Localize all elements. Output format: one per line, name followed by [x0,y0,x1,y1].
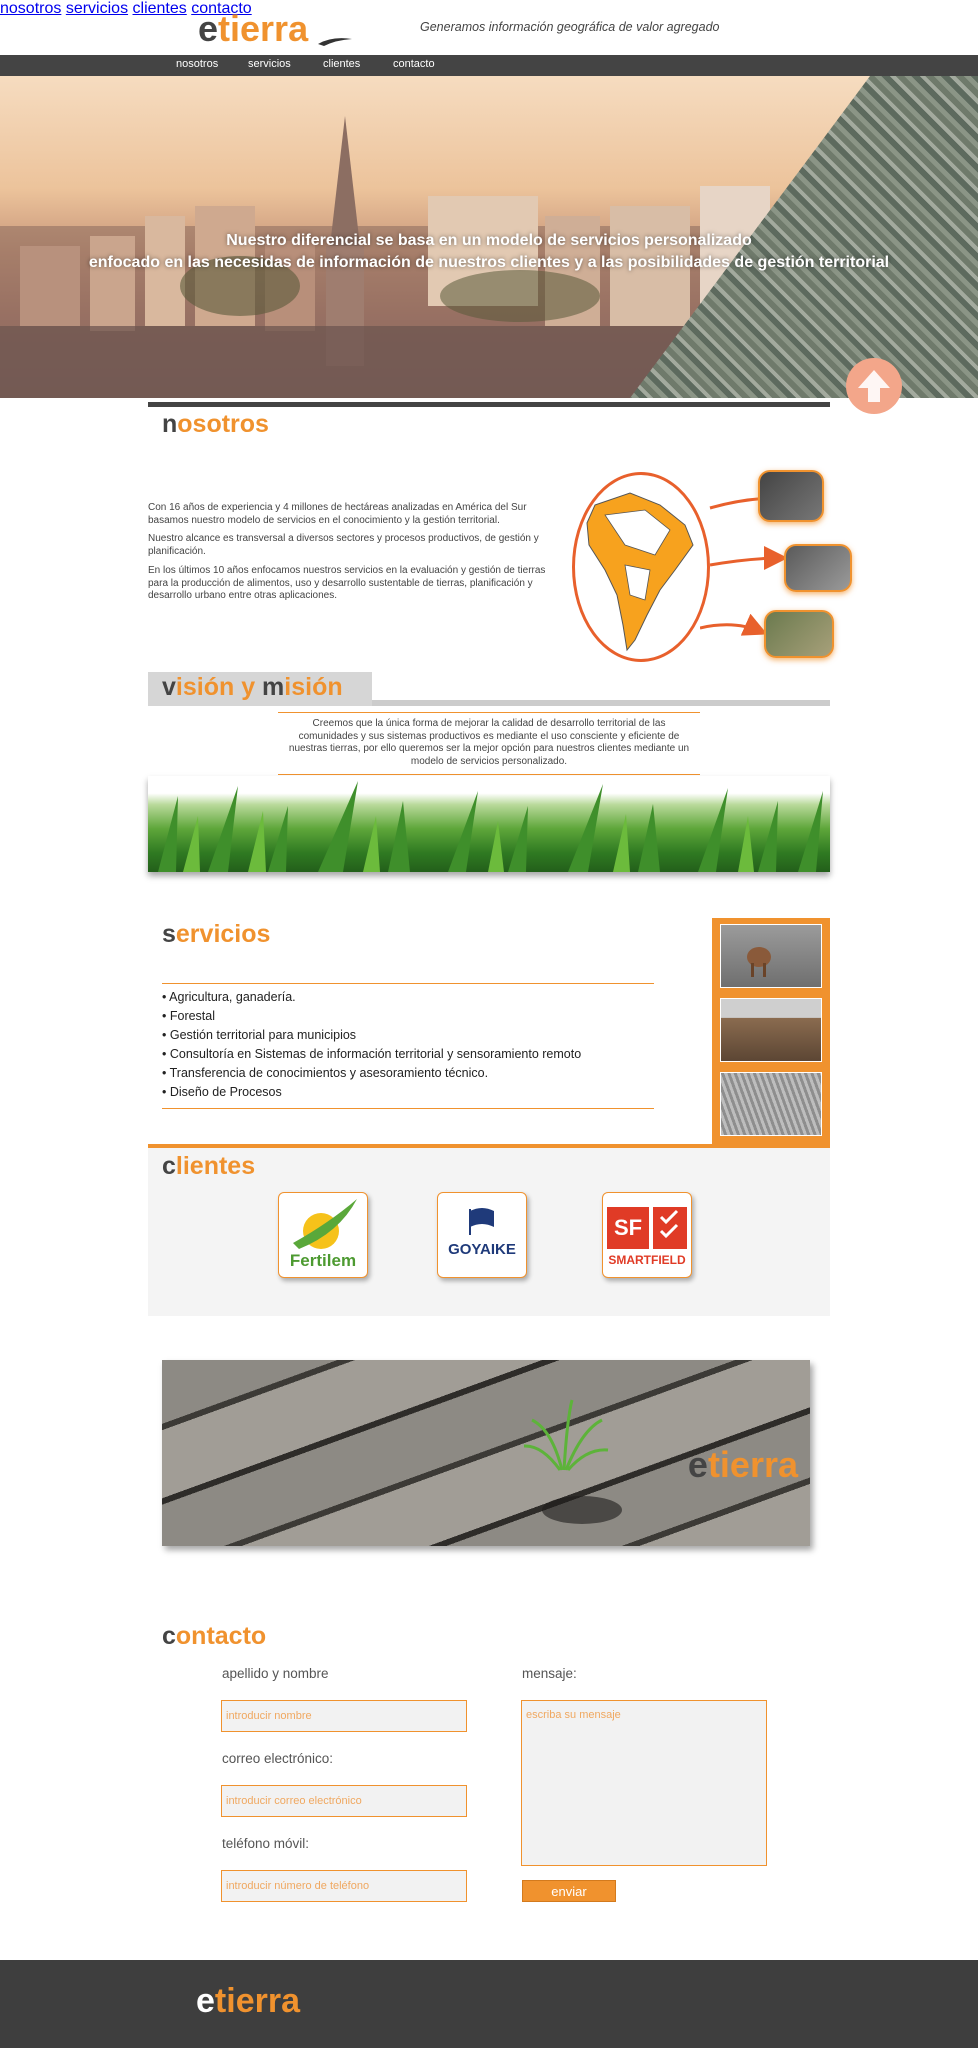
footer-nav-contacto[interactable]: contacto [191,0,252,17]
logo-swoosh-icon [318,36,352,46]
grass-blades [148,776,830,872]
client-logo-smartfield[interactable] [602,1192,692,1278]
name-label: apellido y nombre [222,1666,329,1681]
footer-logo[interactable]: etierra [196,1982,300,2020]
map-photo-3 [764,610,834,658]
servicios-title: servicios [162,920,271,948]
nosotros-paragraph-3: En los últimos 10 años enfocamos nuestros servicios en la evaluación y gestión de tierras para la producción de alimentos, uso y desarrollo sustentable de tierras, planificación y desarrollo urbano entre otras aplicaciones. [148,565,546,601]
nav-contacto[interactable]: contacto [393,58,435,70]
hero-text-line1: Nuestro diferencial se basa en un modelo de servicios personalizado [226,232,752,249]
map-photo-1 [758,470,824,522]
client-logo-fertilem[interactable] [278,1192,368,1278]
goyaike-wordmark: GOYAIKE [448,1241,516,1258]
banner-logo: etierra [687,1444,798,1485]
send-button[interactable]: enviar [522,1880,616,1902]
nav-nosotros[interactable]: nosotros [176,58,219,70]
servicio-item: • Consultoría en Sistemas de información territorial y sensoramiento remoto [162,1045,654,1064]
servicio-item: • Transferencia de conocimientos y asesoramiento técnico. [162,1064,654,1083]
smartfield-check-icon [653,1207,687,1249]
smartfield-wordmark: SMARTFIELD [608,1253,686,1267]
logo-word: tierra [218,8,309,49]
servicio-item: • Forestal [162,1007,654,1026]
map-photo-2 [784,544,852,592]
nav-servicios[interactable]: servicios [248,58,291,70]
client-logo-goyaike[interactable] [437,1192,527,1278]
smartfield-sf-mark: SF [607,1207,649,1249]
fertilem-wordmark: Fertilem [289,1251,357,1270]
email-input[interactable] [221,1785,467,1817]
contacto-title: contacto [162,1622,267,1650]
footer-nav [0,0,978,18]
phone-input[interactable] [221,1870,467,1902]
servicio-item: • Agricultura, ganadería. [162,988,654,1007]
arrow-up-icon [846,358,902,414]
nosotros-paragraph-2: Nuestro alcance es transversal a diversos sectores y procesos productivos, de gestión y planificación. [148,533,539,557]
site-logo[interactable] [198,8,308,50]
email-label: correo electrónico: [222,1751,334,1766]
goyaike-flag-icon [438,1193,526,1277]
clientes-title: clientes [162,1152,256,1180]
stone-banner-image [162,1360,810,1546]
footer-nav-nosotros[interactable]: nosotros [0,0,62,17]
vision-title: visión y misión [162,673,343,701]
servicios-list [162,983,654,1109]
south-america-map-icon [575,475,707,659]
servicio-item: • Diseño de Procesos [162,1083,654,1102]
servicio-item: • Gestión territorial para municipios [162,1026,654,1045]
south-america-map [572,472,710,662]
grass-image [148,776,830,872]
nosotros-paragraph-1: Con 16 años de experiencia y 4 millones de hectáreas analizadas en América del Sur basamos nuestro modelo de servicios en el conocimiento y la gestión territorial. [148,502,527,526]
top-nav [0,55,978,76]
scroll-up-button[interactable] [846,358,902,414]
message-label: mensaje: [522,1666,577,1681]
nosotros-title: nosotros [162,410,269,438]
vision-text: Creemos que la única forma de mejorar la calidad de desarrollo territorial de las comunidades y sus sistemas productivos es mediante el uso consciente y eficiente de nuestras tierras, por ello queremos ser la mejor opción para nuestros clientes mediante un modelo de servicios personalizado. [278,712,700,775]
phone-label: teléfono móvil: [222,1836,310,1851]
servicio-photo-field [720,998,822,1062]
vision-underline [372,700,830,706]
servicio-photo-wheat [720,1072,822,1136]
hero-text-line2: enfocado en las necesidas de información de nuestros clientes y a las posibilidades de gestión territorial [88,254,890,271]
nav-clientes[interactable]: clientes [323,58,361,70]
name-input[interactable] [221,1700,467,1732]
logo-letter-e: e [198,8,219,49]
tagline: Generamos información geográfica de valor agregado [420,20,720,34]
footer [0,1960,978,2048]
servicios-photo-strip [712,918,830,1144]
footer-nav-clientes[interactable]: clientes [132,0,187,17]
servicio-photo-cow [720,924,822,988]
nosotros-top-bar [148,402,830,407]
message-textarea[interactable] [521,1700,767,1866]
footer-nav-servicios[interactable]: servicios [65,0,129,17]
